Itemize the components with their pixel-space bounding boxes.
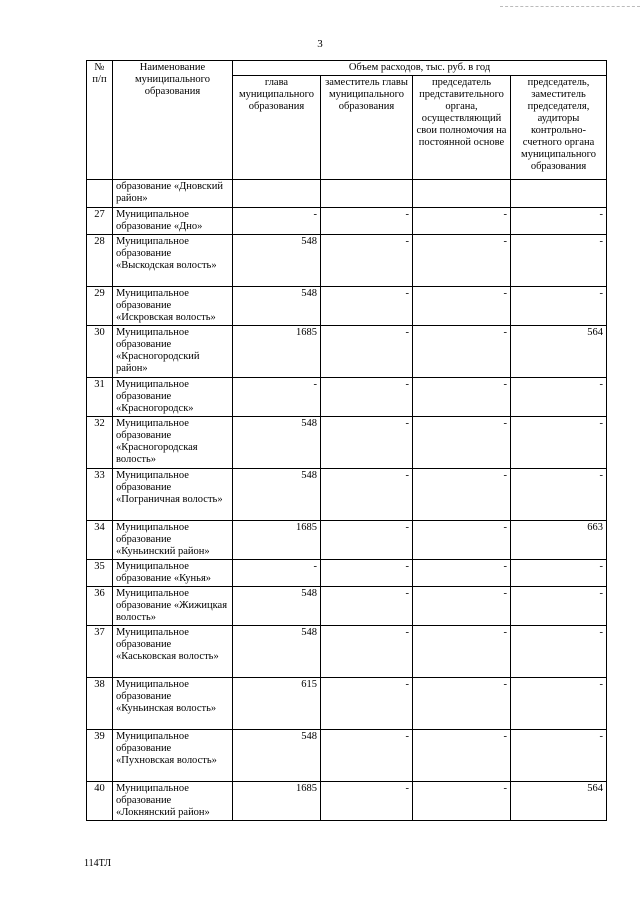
row-value-col-2 — [321, 180, 413, 208]
table-row — [87, 560, 607, 587]
row-value-col-1: 548 — [233, 287, 321, 326]
row-municipality-name: Муниципальное образование «Куньинский район» — [113, 521, 233, 560]
row-value-col-4: - — [511, 730, 607, 782]
table-row — [87, 521, 607, 560]
footer-code: 114ТЛ — [84, 858, 112, 869]
table-row — [87, 208, 607, 235]
row-number: 31 — [87, 378, 113, 417]
row-value-col-1: 548 — [233, 626, 321, 678]
row-number: 33 — [87, 469, 113, 521]
row-value-col-4: - — [511, 378, 607, 417]
row-value-col-4: 663 — [511, 521, 607, 560]
row-value-col-1: 1685 — [233, 521, 321, 560]
row-value-col-2: - — [321, 287, 413, 326]
table-row — [87, 678, 607, 730]
row-number: 40 — [87, 782, 113, 821]
row-value-col-1: - — [233, 378, 321, 417]
row-value-col-1: 548 — [233, 587, 321, 626]
row-value-col-4: - — [511, 417, 607, 469]
row-value-col-1: 548 — [233, 417, 321, 469]
row-value-col-3: - — [413, 678, 511, 730]
row-value-col-3: - — [413, 560, 511, 587]
header-name: Наименование муниципального образования — [113, 61, 233, 180]
header-group: Объем расходов, тыс. руб. в год — [233, 61, 607, 76]
table-row — [87, 180, 607, 208]
row-number: 37 — [87, 626, 113, 678]
row-value-col-2: - — [321, 235, 413, 287]
row-value-col-4: - — [511, 587, 607, 626]
row-number: 34 — [87, 521, 113, 560]
header-col-audit: председатель, заместитель председателя, аудиторы контрольно-счетного органа муниципального образования — [511, 76, 607, 180]
row-value-col-2: - — [321, 417, 413, 469]
row-value-col-1: 548 — [233, 730, 321, 782]
row-value-col-1: 1685 — [233, 782, 321, 821]
row-value-col-3: - — [413, 587, 511, 626]
row-value-col-2: - — [321, 782, 413, 821]
header-col-chairman: председатель представительного органа, осуществляющий свои полномочия на постоянной основе — [413, 76, 511, 180]
row-number: 32 — [87, 417, 113, 469]
row-value-col-2: - — [321, 587, 413, 626]
header-col-head: глава муниципального образования — [233, 76, 321, 180]
row-value-col-3: - — [413, 235, 511, 287]
row-municipality-name: Муниципальное образование «Дно» — [113, 208, 233, 235]
row-municipality-name: Муниципальное образование «Пухновская волость» — [113, 730, 233, 782]
row-value-col-3: - — [413, 417, 511, 469]
row-number: 28 — [87, 235, 113, 287]
row-value-col-4: - — [511, 208, 607, 235]
row-municipality-name: Муниципальное образование «Жижицкая волость» — [113, 587, 233, 626]
row-value-col-4: 564 — [511, 782, 607, 821]
row-value-col-4 — [511, 180, 607, 208]
table-row — [87, 235, 607, 287]
scan-edge-mark — [500, 0, 640, 7]
row-municipality-name: образование «Дновский район» — [113, 180, 233, 208]
row-value-col-4: - — [511, 469, 607, 521]
row-value-col-2: - — [321, 730, 413, 782]
row-value-col-3: - — [413, 626, 511, 678]
row-value-col-4: - — [511, 560, 607, 587]
row-number: 27 — [87, 208, 113, 235]
table-row — [87, 326, 607, 378]
row-value-col-1: - — [233, 208, 321, 235]
row-value-col-3: - — [413, 378, 511, 417]
row-value-col-4: - — [511, 626, 607, 678]
row-value-col-3: - — [413, 521, 511, 560]
page-number: 3 — [317, 38, 323, 50]
table-row — [87, 378, 607, 417]
table-row — [87, 626, 607, 678]
row-number: 29 — [87, 287, 113, 326]
row-value-col-2: - — [321, 560, 413, 587]
row-value-col-3: - — [413, 469, 511, 521]
row-municipality-name: Муниципальное образование «Кунья» — [113, 560, 233, 587]
row-value-col-1: - — [233, 560, 321, 587]
row-value-col-1: 1685 — [233, 326, 321, 378]
row-value-col-4: - — [511, 287, 607, 326]
row-number — [87, 180, 113, 208]
table-body — [87, 180, 607, 821]
row-municipality-name: Муниципальное образование «Красногородская волость» — [113, 417, 233, 469]
row-value-col-4: - — [511, 235, 607, 287]
table-row — [87, 587, 607, 626]
row-value-col-3: - — [413, 730, 511, 782]
row-municipality-name: Муниципальное образование «Красногородский район» — [113, 326, 233, 378]
row-municipality-name: Муниципальное образование «Искровская волость» — [113, 287, 233, 326]
row-value-col-3 — [413, 180, 511, 208]
row-value-col-2: - — [321, 326, 413, 378]
row-value-col-1: 548 — [233, 469, 321, 521]
row-value-col-1: 615 — [233, 678, 321, 730]
row-municipality-name: Муниципальное образование «Локнянский район» — [113, 782, 233, 821]
row-municipality-name: Муниципальное образование «Пограничная волость» — [113, 469, 233, 521]
row-value-col-3: - — [413, 208, 511, 235]
row-value-col-2: - — [321, 469, 413, 521]
row-value-col-3: - — [413, 782, 511, 821]
row-value-col-4: 564 — [511, 326, 607, 378]
row-number: 35 — [87, 560, 113, 587]
row-value-col-3: - — [413, 326, 511, 378]
table-row — [87, 730, 607, 782]
row-value-col-1: 548 — [233, 235, 321, 287]
row-value-col-2: - — [321, 521, 413, 560]
row-number: 36 — [87, 587, 113, 626]
row-value-col-2: - — [321, 678, 413, 730]
table-row — [87, 782, 607, 821]
row-value-col-1 — [233, 180, 321, 208]
header-num: № п/п — [87, 61, 113, 180]
row-number: 30 — [87, 326, 113, 378]
row-value-col-2: - — [321, 626, 413, 678]
row-number: 38 — [87, 678, 113, 730]
row-value-col-4: - — [511, 678, 607, 730]
row-municipality-name: Муниципальное образование «Каськовская волость» — [113, 626, 233, 678]
table-row — [87, 469, 607, 521]
header-col-deputy: заместитель главы муниципального образования — [321, 76, 413, 180]
row-municipality-name: Муниципальное образование «Красногородск» — [113, 378, 233, 417]
row-municipality-name: Муниципальное образование «Выскодская волость» — [113, 235, 233, 287]
table-row — [87, 287, 607, 326]
row-number: 39 — [87, 730, 113, 782]
expenses-table — [86, 60, 607, 821]
row-value-col-2: - — [321, 208, 413, 235]
table-row — [87, 417, 607, 469]
row-municipality-name: Муниципальное образование «Куньинская волость» — [113, 678, 233, 730]
row-value-col-2: - — [321, 378, 413, 417]
row-value-col-3: - — [413, 287, 511, 326]
